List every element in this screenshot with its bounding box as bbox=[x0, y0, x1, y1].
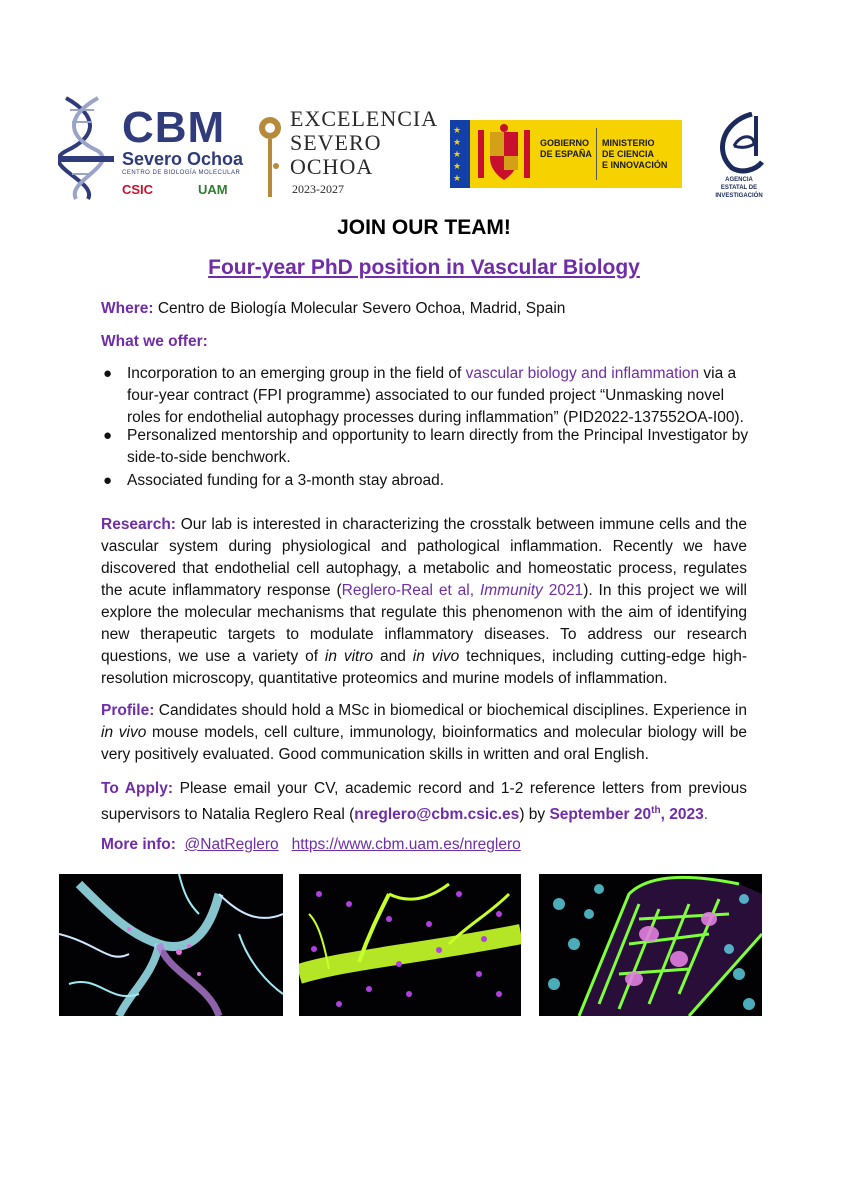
position-title: Four-year PhD position in Vascular Biology bbox=[208, 256, 640, 279]
aei-line1: AGENCIA bbox=[725, 177, 753, 183]
research-ref-year: 2021 bbox=[542, 582, 584, 599]
ministerio-text bbox=[602, 138, 682, 171]
where-paragraph bbox=[101, 298, 747, 320]
spain-coat-of-arms-icon bbox=[476, 124, 532, 184]
research-invivo: in vivo bbox=[412, 648, 460, 665]
cbm-title: CBM bbox=[122, 103, 226, 152]
cbm-tagline: CENTRO DE BIOLOGÍA MOLECULAR bbox=[122, 170, 241, 176]
apply-date-year: , 2023 bbox=[660, 806, 704, 824]
apply-end: . bbox=[703, 806, 709, 824]
bullet-icon: ● bbox=[103, 427, 113, 444]
gobierno-line2: DE ESPAÑA bbox=[540, 149, 592, 159]
cbm-subtitle: Severo Ochoa bbox=[122, 149, 244, 169]
offer-label bbox=[101, 331, 747, 353]
apply-date-sup: th bbox=[651, 805, 661, 816]
ministerio-line3: E INNOVACIÓN bbox=[602, 160, 668, 170]
website-link[interactable]: https://www.cbm.uam.es/nreglero bbox=[291, 836, 521, 853]
uam-logo: UAM bbox=[198, 182, 228, 197]
apply-text-1: Please email your CV, academic record and 1-2 reference letters from previous supervisors to Natalia Reglero Real ( bbox=[101, 780, 747, 824]
offer-bullet-2-text: Personalized mentorship and opportunity to learn directly from the Principal Investigator by side-to-side benchwork. bbox=[127, 427, 749, 466]
severo-ochoa-emblem-icon bbox=[258, 106, 282, 198]
profile-label: Profile: bbox=[101, 702, 155, 719]
apply-deadline bbox=[549, 806, 703, 823]
gobierno-espana-logo bbox=[450, 120, 682, 188]
offer-b1-pre: Incorporation to an emerging group in the field of bbox=[127, 365, 466, 382]
eu-flag-icon: ★ ★ ★ ★ ★ bbox=[450, 120, 470, 188]
research-invitro: in vitro bbox=[324, 648, 374, 665]
research-paragraph bbox=[101, 514, 747, 690]
profile-paragraph bbox=[101, 700, 747, 766]
gobierno-text bbox=[540, 138, 600, 160]
research-text-2: ). In this project we will explore the molecular mechanisms that regulate this phenomenon with the aim of identifying new therapeutic targets to modulate inflammatory diseases. To address our research questions, we use a variety of bbox=[101, 582, 747, 665]
excelencia-line3: OCHOA bbox=[290, 154, 374, 179]
aei-logo bbox=[704, 112, 774, 206]
where-text: Centro de Biología Molecular Severo Ochoa, Madrid, Spain bbox=[153, 300, 566, 317]
aei-text bbox=[704, 176, 774, 200]
excelencia-severo-ochoa-logo bbox=[258, 96, 448, 206]
research-label: Research: bbox=[101, 516, 176, 533]
csic-logo: CSIC bbox=[122, 182, 154, 197]
excelencia-line1: EXCELENCIA bbox=[290, 106, 439, 131]
apply-email[interactable]: nreglero@cbm.csic.es bbox=[354, 806, 520, 824]
offer-bullet-1-text bbox=[127, 363, 749, 429]
microscopy-image-2 bbox=[299, 874, 521, 1016]
apply-paragraph bbox=[101, 778, 747, 826]
aei-emblem-icon bbox=[712, 112, 768, 174]
offer-b1-post: via a four-year contract (FPI programme) associated to our funded project “Unmasking novel roles for endothelial autophagy processes during inflammation” (PID2022-137552OA-I00). bbox=[127, 365, 744, 426]
page-heading: JOIN OUR TEAM! bbox=[337, 216, 511, 239]
apply-date: September 20 bbox=[549, 806, 652, 824]
profile-invivo: in vivo bbox=[101, 724, 147, 741]
microscopy-image-3 bbox=[539, 874, 762, 1016]
research-text-1: Our lab is interested in characterizing the crosstalk between immune cells and the vascular system during physiological and pathological inflammation. Recently we have discovered that endothelial cell autophagy, a metabolic and homeostatic process, regulates the acute inflammatory response ( bbox=[101, 516, 747, 599]
aei-line2: ESTATAL DE bbox=[720, 185, 758, 191]
offer-b1-highlight: vascular biology and inflammation bbox=[465, 365, 700, 382]
excelencia-line2: SEVERO bbox=[290, 130, 382, 155]
offer-bullet-3-text: Associated funding for a 3-month stay abroad. bbox=[127, 472, 445, 489]
more-info-paragraph bbox=[101, 834, 747, 856]
excelencia-years: 2023-2027 bbox=[292, 182, 344, 196]
bullet-icon: ● bbox=[103, 472, 113, 489]
twitter-link[interactable]: @NatReglero bbox=[184, 836, 279, 853]
research-and: and bbox=[373, 648, 413, 665]
aei-line3: INVESTIGACIÓN bbox=[715, 193, 763, 199]
microscopy-image-1 bbox=[59, 874, 283, 1016]
apply-text-2: ) by bbox=[519, 806, 550, 824]
divider bbox=[596, 128, 597, 180]
profile-text-1: Candidates should hold a MSc in biomedical or biochemical disciplines. Experience in bbox=[154, 702, 747, 719]
cbm-logo bbox=[58, 96, 248, 206]
profile-text-2: mouse models, cell culture, immunology, bioinformatics and molecular biology will be very positively evaluated. Good communication skills in written and oral English. bbox=[101, 724, 747, 763]
ministerio-line1: MINISTERIO bbox=[602, 138, 655, 148]
ministerio-line2: DE CIENCIA bbox=[602, 149, 655, 159]
research-ref-authors: Reglero-Real et al, bbox=[341, 582, 480, 599]
gobierno-line1: GOBIERNO bbox=[540, 138, 590, 148]
dna-helix-icon bbox=[58, 96, 114, 201]
research-ref-journal: Immunity bbox=[479, 582, 543, 599]
offer-label-text: What we offer: bbox=[101, 333, 208, 350]
logo-bar bbox=[58, 96, 798, 206]
bullet-icon: ● bbox=[103, 365, 113, 382]
apply-label: To Apply: bbox=[101, 780, 174, 797]
research-text-3: techniques, including cutting-edge high-resolution microscopy, quantitative proteomics and murine models of inflammation. bbox=[101, 648, 747, 687]
more-info-label: More info: bbox=[101, 836, 176, 853]
where-label: Where: bbox=[101, 300, 154, 317]
